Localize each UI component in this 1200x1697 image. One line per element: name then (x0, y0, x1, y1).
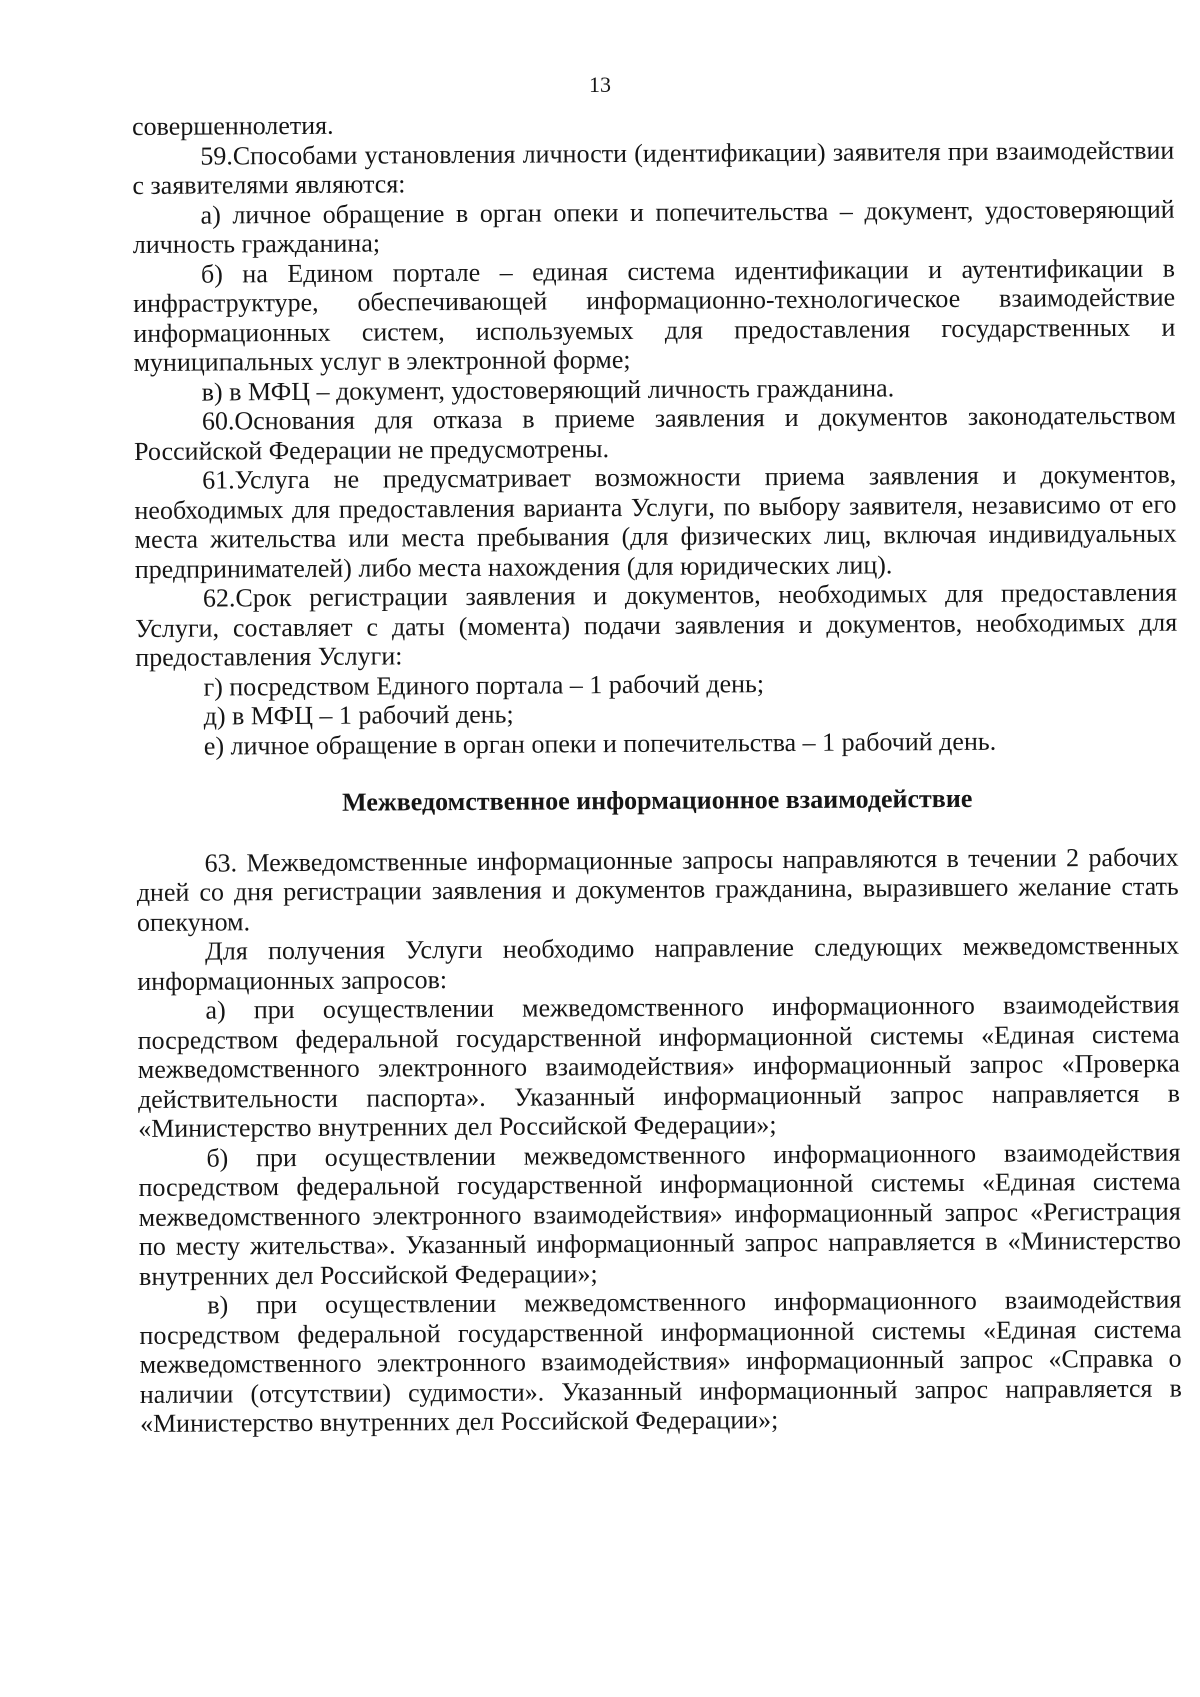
paragraph-61: 61.Услуга не предусматривает возможности приема заявления и документов, необходимых для предоставления варианта Услуги, по выбору заявителя, независимо от его места жительства или места пребывания (для физических лиц, включая индивидуальных предпринимателей) либо места нахождения (для юридических лиц). (134, 459, 1177, 584)
paragraph-60: 60.Основания для отказа в приеме заявления и документов законодательством Российской Федерации не предусмотрены. (133, 400, 1176, 466)
paragraph-63-b: б) при осуществлении межведомственного информационного взаимодействия посредством федеральной государственной информационной системы «Единая система межведомственного электронного взаимодействия» информационный запрос «Регистрация по месту жительства». Указанный информационный запрос направляется в «Министерство внутренних дел Российской Федерации»; (138, 1137, 1181, 1291)
paragraph-62-d: д) в МФЦ – 1 рабочий день; (203, 699, 514, 731)
paragraph-62-e: е) личное обращение в орган опеки и попечительства – 1 рабочий день. (203, 726, 997, 761)
paragraph-62-g: г) посредством Единого портала – 1 рабочий день; (203, 668, 765, 702)
paragraph-63: 63. Межведомственные информационные запросы направляются в течении 2 рабочих дней со дня регистрации заявления и документов гражданина, выразившего желание стать опекуном. (136, 842, 1179, 937)
page-number: 13 (589, 72, 611, 97)
section-heading: Межведомственное информационное взаимодействие (342, 783, 973, 817)
paragraph-63-v: в) при осуществлении межведомственного информационного взаимодействия посредством федеральной государственной информационной системы «Единая система межведомственного электронного взаимодействия» информационный запрос «Справка о наличии (отсутствии) судимости». Указанный информационный запрос направляется в «Министерство внутренних дел Российской Федерации»; (139, 1284, 1182, 1438)
paragraph-63-intro: Для получения Услуги необходимо направление следующих межведомственных информационных запросов: (137, 930, 1180, 996)
paragraph-62: 62.Срок регистрации заявления и документов, необходимых для предоставления Услуги, составляет с даты (момента) подачи заявления и документов, необходимых для предоставления Услуги: (135, 577, 1178, 672)
paragraph-59: 59.Способами установления личности (идентификации) заявителя при взаимодействии с заявителями являются: (132, 135, 1175, 200)
paragraph-59-a: а) личное обращение в орган опеки и попечительства – документ, удостоверяющий личность гражданина; (132, 194, 1175, 259)
paragraph-continuation: совершеннолетия. (132, 110, 334, 141)
paragraph-63-a: а) при осуществлении межведомственного информационного взаимодействия посредством федеральной государственной информационной системы «Единая система межведомственного электронного взаимодействия» информационный запрос «Проверка действительности паспорта». Указанный информационный запрос направляется в «Министерство внутренних дел Российской Федерации»; (137, 989, 1181, 1143)
document-body (132, 106, 1182, 1439)
paragraph-59-v: в) в МФЦ – документ, удостоверяющий личность гражданина. (201, 372, 895, 407)
paragraph-59-b: б) на Едином портале – единая система идентификации и аутентификации в инфраструктуре, обеспечивающей информационно-технологическое взаимодействие информационных систем, используемых для предоставления государственных и муниципальных услуг в электронной форме; (133, 253, 1176, 377)
